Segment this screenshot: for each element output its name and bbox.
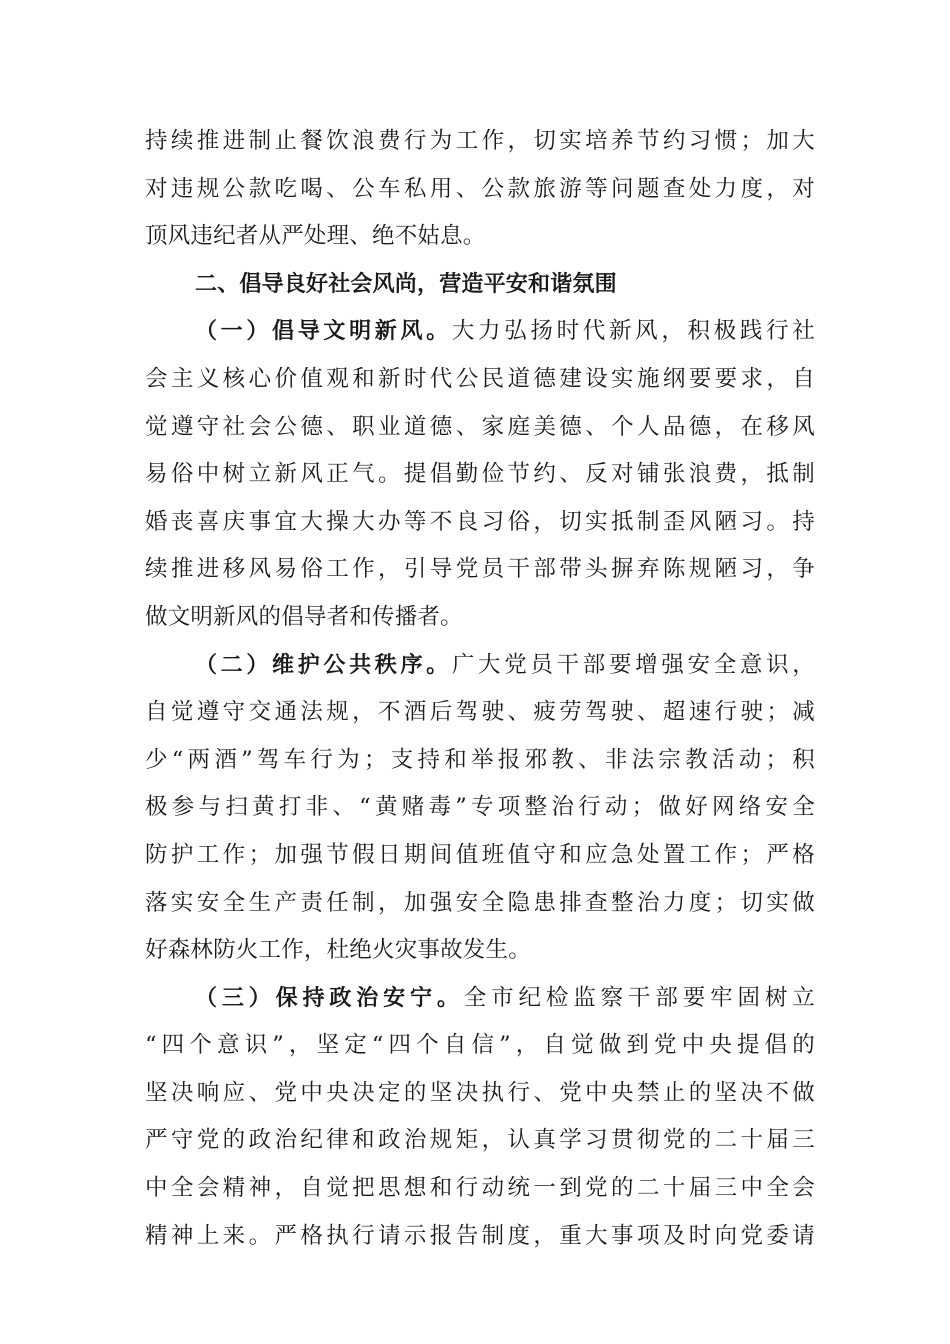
text-line: 极参与扫黄打非、“黄赌毒”专项整治行动；做好网络安全 xyxy=(145,794,815,821)
paragraph-lead: （三）保持政治安宁。 xyxy=(195,985,464,1011)
text-line: 自觉遵守交通法规，不酒后驾驶、疲劳驾驶、超速行驶；减 xyxy=(145,699,815,726)
text-line: 对违规公款吃喝、公车私用、公款旅游等问题查处力度，对 xyxy=(145,175,815,202)
paragraph-civilization xyxy=(145,308,815,641)
text-line: 落实安全生产责任制，加强安全隐患排查整治力度；切实做 xyxy=(145,889,815,916)
paragraph-continuation xyxy=(145,118,815,261)
section-heading: 二、倡导良好社会风尚，营造平安和谐氛围 xyxy=(195,271,617,297)
paragraph-lead: （二）维护公共秩序。 xyxy=(195,652,452,678)
text-line: 觉遵守社会公德、职业道德、家庭美德、个人品德，在移风 xyxy=(145,413,815,440)
text-line: 坚决响应、党中央决定的坚决执行、党中央禁止的坚决不做 xyxy=(145,1079,815,1106)
text-run: 全市纪检监察干部要牢固树立 xyxy=(463,984,815,1011)
text-line: 少“两酒”驾车行为；支持和举报邪教、非法宗教活动；积 xyxy=(145,746,815,773)
text-run: 广大党员干部要增强安全意识， xyxy=(451,651,815,678)
text-line: “四个意识”，坚定“四个自信”，自觉做到党中央提倡的 xyxy=(145,1032,815,1059)
text-line: 严守党的政治纪律和政治规矩，认真学习贯彻党的二十届三 xyxy=(145,1127,815,1154)
text-line: 好森林防火工作，杜绝火灾事故发生。 xyxy=(145,937,531,964)
document-body xyxy=(145,118,815,1260)
text-line xyxy=(145,308,815,356)
text-line: 做文明新风的倡导者和传播者。 xyxy=(145,603,463,630)
text-line: 婚丧喜庆事宜大操大办等不良习俗，切实抵制歪风陋习。持 xyxy=(145,508,815,535)
text-line: 防护工作；加强节假日期间值班值守和应急处置工作；严格 xyxy=(145,841,815,868)
text-line: 中全会精神，自觉把思想和行动统一到党的二十届三中全会 xyxy=(145,1175,815,1202)
text-line: 续推进移风易俗工作，引导党员干部带头摒弃陈规陋习，争 xyxy=(145,556,815,583)
text-line: 精神上来。严格执行请示报告制度，重大事项及时向党委请 xyxy=(145,1222,815,1249)
paragraph-public-order xyxy=(145,642,815,975)
text-line xyxy=(145,642,815,690)
text-run: 大力弘扬时代新风，积极践行社 xyxy=(451,318,815,345)
paragraph-political-stability xyxy=(145,975,815,1261)
text-line: 持续推进制止餐饮浪费行为工作，切实培养节约习惯；加大 xyxy=(145,128,815,154)
text-line: 顶风违纪者从严处理、绝不姑息。 xyxy=(145,223,486,250)
paragraph-lead: （一）倡导文明新风。 xyxy=(195,319,452,345)
text-line xyxy=(145,975,815,1023)
text-line: 会主义核心价值观和新时代公民道德建设实施纲要要求，自 xyxy=(145,365,815,392)
text-line: 易俗中树立新风正气。提倡勤俭节约、反对铺张浪费，抵制 xyxy=(145,461,815,488)
